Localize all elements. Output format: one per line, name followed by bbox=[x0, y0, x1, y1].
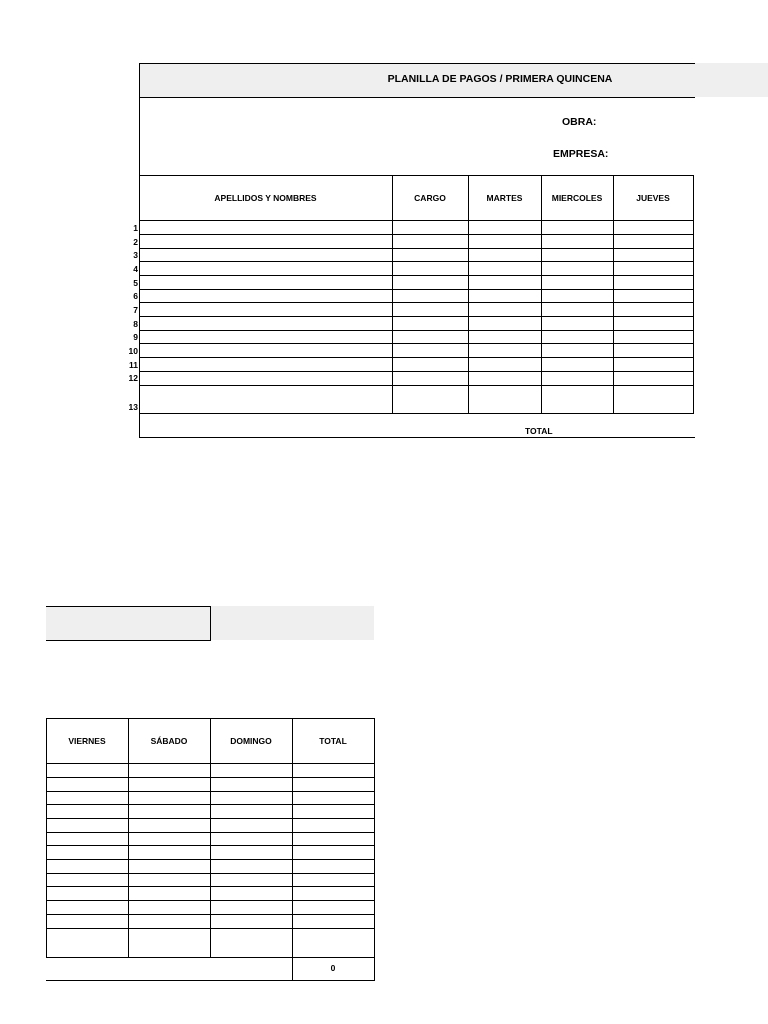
column-header-miercoles: MIERCOLES bbox=[551, 193, 603, 203]
row-number: 9 bbox=[133, 332, 138, 342]
row-number: 2 bbox=[133, 237, 138, 247]
row-number: 1 bbox=[133, 223, 138, 233]
row-number: 13 bbox=[128, 402, 138, 412]
obra-label: OBRA: bbox=[562, 116, 597, 128]
row-number: 10 bbox=[128, 346, 138, 356]
row-number: 3 bbox=[133, 250, 138, 260]
total-value: 0 bbox=[330, 963, 336, 973]
row-number: 5 bbox=[133, 278, 138, 288]
column-header-total: TOTAL bbox=[319, 736, 347, 746]
column-header-apellidos: APELLIDOS Y NOMBRES bbox=[214, 193, 317, 203]
column-header-domingo: DOMINGO bbox=[230, 736, 272, 746]
total-label: TOTAL bbox=[525, 426, 553, 436]
row-number: 7 bbox=[133, 305, 138, 315]
column-header-cargo: CARGO bbox=[414, 193, 446, 203]
row-number: 6 bbox=[133, 291, 138, 301]
column-header-viernes: VIERNES bbox=[68, 736, 106, 746]
row-number: 4 bbox=[133, 264, 138, 274]
row-number: 12 bbox=[128, 373, 138, 383]
empresa-label: EMPRESA: bbox=[553, 148, 609, 160]
row-number: 8 bbox=[133, 319, 138, 329]
page-title: PLANILLA DE PAGOS / PRIMERA QUINCENA bbox=[387, 73, 613, 85]
column-header-martes: MARTES bbox=[486, 193, 523, 203]
column-header-sabado: SÁBADO bbox=[150, 736, 188, 746]
column-header-jueves: JUEVES bbox=[636, 193, 670, 203]
row-number: 11 bbox=[129, 360, 138, 370]
